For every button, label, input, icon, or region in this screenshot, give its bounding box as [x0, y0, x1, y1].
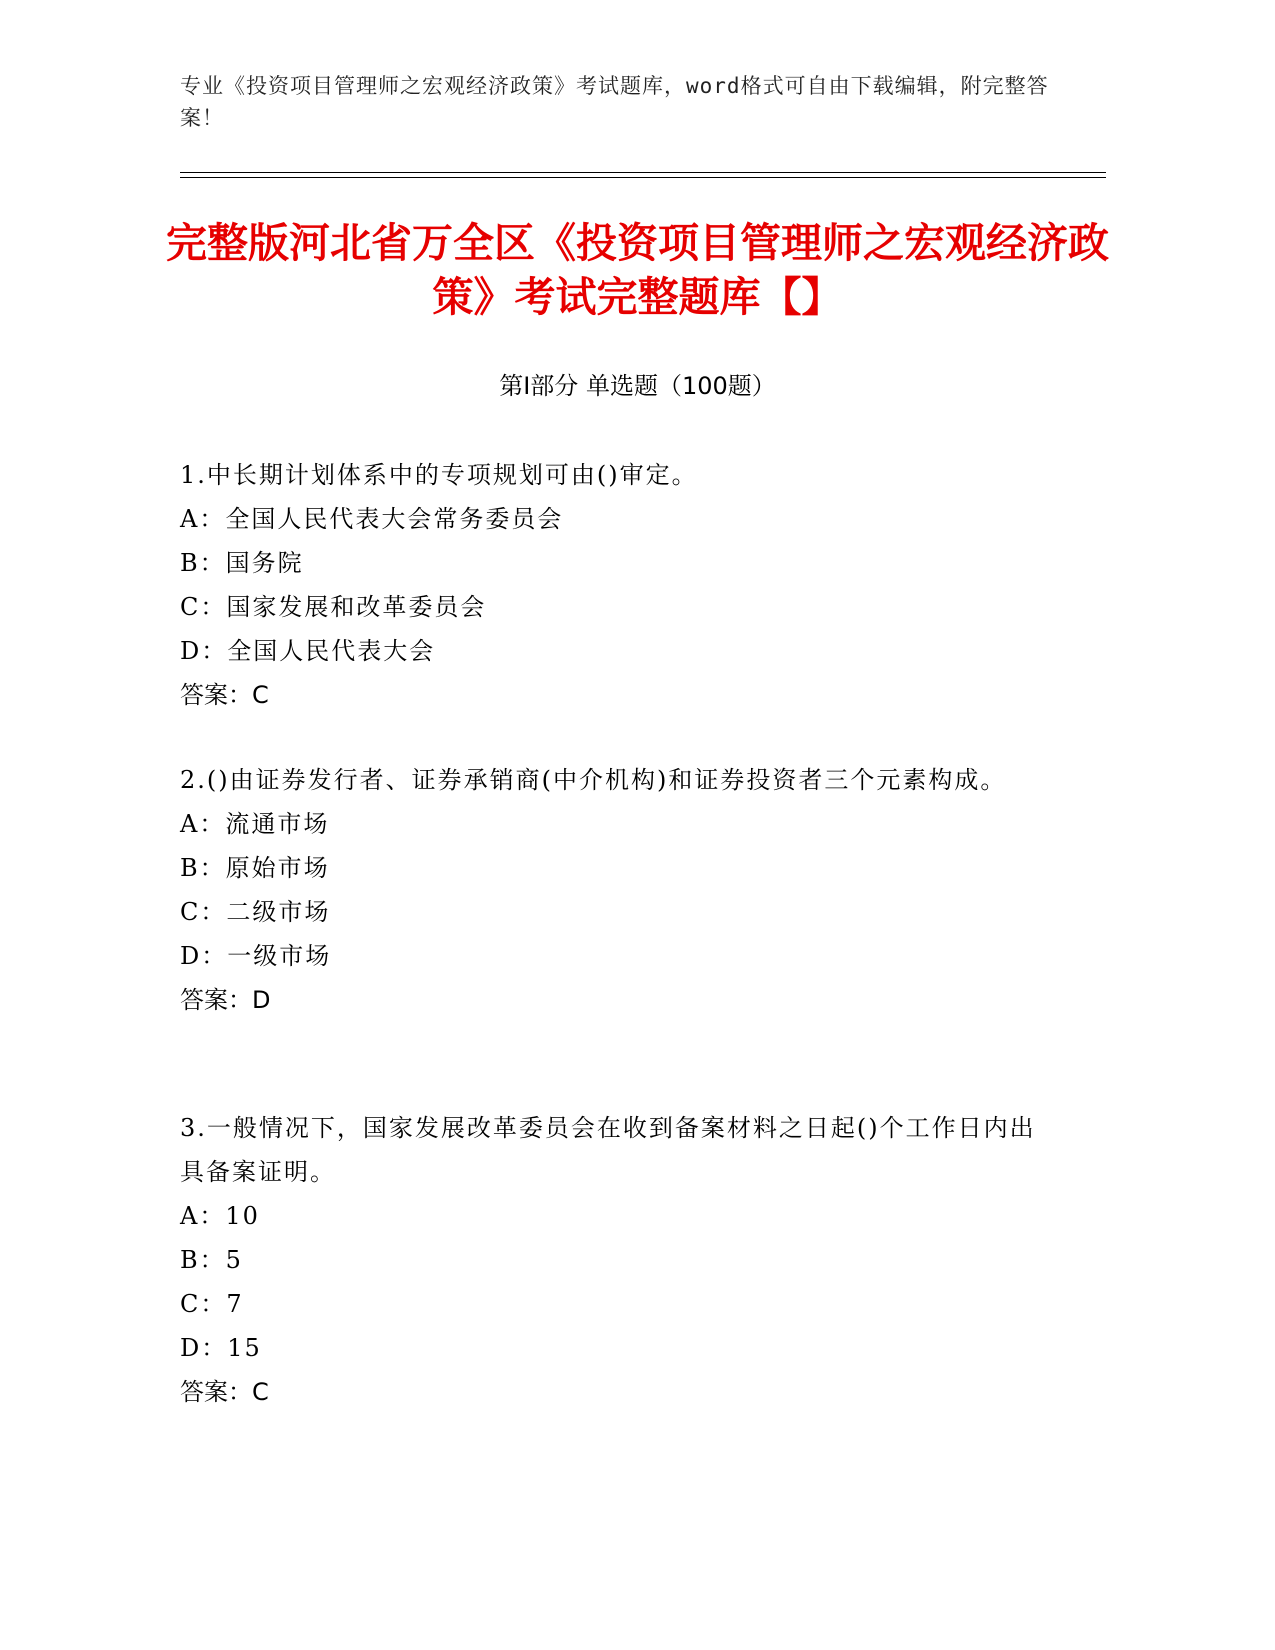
option-c: C：国家发展和改革委员会 [180, 593, 487, 621]
option-d: D：一级市场 [180, 942, 332, 970]
option-a: A：全国人民代表大会常务委员会 [180, 505, 564, 533]
option-c: C：7 [180, 1290, 244, 1318]
option-d: D：全国人民代表大会 [180, 637, 436, 665]
question-stem: 1.中长期计划体系中的专项规划可由()审定。 [180, 461, 698, 489]
document-title: 完整版河北省万全区《投资项目管理师之宏观经济政策》考试完整题库【】 [166, 219, 1109, 321]
header-rule-bottom [180, 177, 1106, 178]
option-a: A：流通市场 [180, 810, 330, 838]
option-b: B：5 [180, 1246, 243, 1274]
question-2 [180, 758, 1040, 1022]
option-b: B：原始市场 [180, 854, 330, 882]
option-c: C：二级市场 [180, 898, 331, 926]
question-3 [180, 1106, 1040, 1414]
section-title: 第I部分 单选题（100题） [499, 372, 776, 400]
option-a: A：10 [180, 1202, 260, 1230]
question-stem: 2.()由证券发行者、证券承销商(中介机构)和证券投资者三个元素构成。 [180, 766, 1007, 794]
header-note: 专业《投资项目管理师之宏观经济政策》考试题库，word格式可自由下载编辑，附完整答案！ [180, 74, 1049, 130]
question-stem: 3.一般情况下，国家发展改革委员会在收到备案材料之日起()个工作日内出具备案证明。 [180, 1114, 1036, 1186]
option-b: B：国务院 [180, 549, 304, 577]
answer: 答案：C [180, 681, 269, 709]
answer: 答案：D [180, 986, 271, 1014]
answer: 答案：C [180, 1378, 269, 1406]
option-d: D：15 [180, 1334, 262, 1362]
header-rule-top [180, 172, 1106, 173]
question-1 [180, 453, 1040, 717]
